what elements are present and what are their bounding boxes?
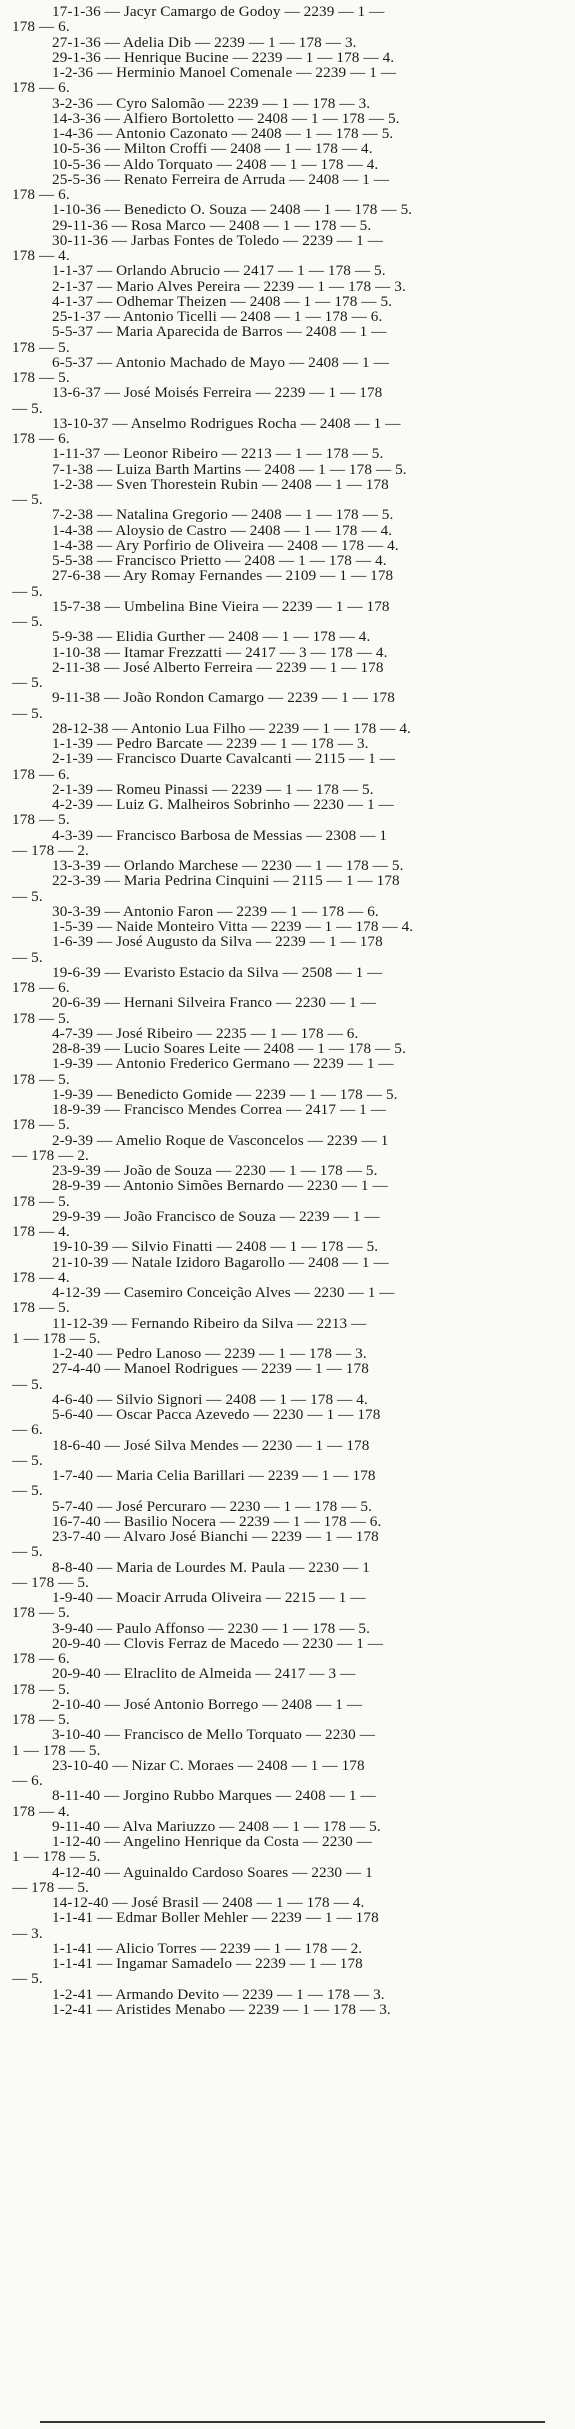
bottom-rule — [40, 2421, 545, 2423]
registry-entry-line: 8-8-40 — Maria de Lourdes M. Paula — 2230 — 1 — [52, 1559, 370, 1575]
registry-entry-line: 1-2-40 — Pedro Lanoso — 2239 — 1 — 178 — 3. — [52, 1346, 367, 1362]
registry-entry-continuation: 178 — 4. — [12, 248, 70, 264]
registry-entry-continuation: 178 — 4. — [12, 1224, 70, 1240]
registry-entry-line: 5-7-40 — José Percuraro — 2230 — 1 — 178 — 5. — [52, 1498, 373, 1514]
registry-entry-line: 18-6-40 — José Silva Mendes — 2230 — 1 — 178 — [52, 1437, 370, 1453]
registry-entry-line: 1-10-38 — Itamar Frezzatti — 2417 — 3 — 178 — 4. — [52, 644, 388, 660]
registry-entry-continuation: — 5. — [12, 1544, 43, 1560]
registry-entry-continuation: — 178 — 2. — [12, 842, 89, 858]
registry-entry-continuation: 178 — 5. — [12, 1010, 70, 1026]
registry-entry-line: 29-1-36 — Henrique Bucine — 2239 — 1 — 178 — 4. — [52, 49, 395, 65]
registry-entry-continuation: — 5. — [12, 614, 43, 630]
registry-entry-continuation: — 5. — [12, 1452, 43, 1468]
registry-entry-line: 1-6-39 — José Augusto da Silva — 2239 — 1 — 178 — [52, 934, 383, 950]
registry-entry-continuation: 178 — 5. — [12, 1193, 70, 1209]
registry-entry-continuation: — 6. — [12, 1422, 43, 1438]
registry-entry-line: 5-5-37 — Maria Aparecida de Barros — 2408 — 1 — — [52, 324, 387, 340]
registry-entry-line: 2-11-38 — José Alberto Ferreira — 2239 — 1 — 178 — [52, 659, 384, 675]
registry-entry-continuation: 178 — 5. — [12, 1681, 70, 1697]
registry-entry-line: 1-9-40 — Moacir Arruda Oliveira — 2215 — 1 — — [52, 1590, 366, 1606]
registry-entry-line: 14-3-36 — Alfiero Bortoletto — 2408 — 1 — 178 — 5. — [52, 110, 400, 126]
registry-entry-line: 20-9-40 — Clovis Ferraz de Macedo — 2230 — 1 — — [52, 1635, 384, 1651]
registry-entry-continuation: 178 — 5. — [12, 370, 70, 386]
registry-entry-line: 17-1-36 — Jacyr Camargo de Godoy — 2239 — 1 — — [52, 4, 385, 20]
registry-entry-line: 5-9-38 — Elidia Gurther — 2408 — 1 — 178 — 4. — [52, 629, 371, 645]
registry-entry-continuation: 178 — 4. — [12, 1803, 70, 1819]
registry-entry-line: 13-6-37 — José Moisés Ferreira — 2239 — 1 — 178 — [52, 385, 383, 401]
registry-entry-continuation: — 5. — [12, 1483, 43, 1499]
registry-entry-line: 9-11-40 — Alva Mariuzzo — 2408 — 1 — 178 — 5. — [52, 1818, 381, 1834]
registry-entry-line: 20-9-40 — Elraclito de Almeida — 2417 — 3 — — [52, 1666, 356, 1682]
registry-entry-continuation: 178 — 6. — [12, 19, 70, 35]
registry-entry-line: 20-6-39 — Hernani Silveira Franco — 2230 — 1 — — [52, 995, 376, 1011]
registry-entry-line: 29-9-39 — João Francisco de Souza — 2239 — 1 — — [52, 1208, 380, 1224]
registry-entry-line: 4-1-37 — Odhemar Theizen — 2408 — 1 — 178 — 5. — [52, 293, 393, 309]
registry-entry-line: 3-10-40 — Francisco de Mello Torquato — 2230 — — [52, 1727, 375, 1743]
registry-entry-line: 27-4-40 — Manoel Rodrigues — 2239 — 1 — 178 — [52, 1361, 369, 1377]
registry-entry-line: 23-9-39 — João de Souza — 2230 — 1 — 178 — 5. — [52, 1163, 378, 1179]
registry-entry-continuation: 178 — 6. — [12, 980, 70, 996]
registry-entry-line: 9-11-38 — João Rondon Camargo — 2239 — 1 — 178 — [52, 690, 395, 706]
registry-entry-line: 13-3-39 — Orlando Marchese — 2230 — 1 — 178 — 5. — [52, 858, 404, 874]
registry-entry-line: 1-2-36 — Herminio Manoel Comenale — 2239 — 1 — — [52, 65, 397, 81]
registry-entry-line: 30-3-39 — Antonio Faron — 2239 — 1 — 178 — 6. — [52, 903, 379, 919]
registry-entry-line: 15-7-38 — Umbelina Bine Vieira — 2239 — 1 — 178 — [52, 598, 390, 614]
registry-entry-line: 1-1-37 — Orlando Abrucio — 2417 — 1 — 178 — 5. — [52, 263, 386, 279]
registry-entry-line: 4-12-40 — Aguinaldo Cardoso Soares — 2230 — 1 — [52, 1864, 373, 1880]
registry-entry-line: 10-5-36 — Aldo Torquato — 2408 — 1 — 178 — 4. — [52, 156, 379, 172]
registry-entry-line: 22-3-39 — Maria Pedrina Cinquini — 2115 — 1 — 178 — [52, 873, 400, 889]
registry-entry-line: 7-1-38 — Luiza Barth Martins — 2408 — 1 — 178 — 5. — [52, 461, 407, 477]
registry-entry-line: 1-4-38 — Aloysio de Castro — 2408 — 1 — 178 — 4. — [52, 522, 393, 538]
registry-entry-line: 1-10-36 — Benedicto O. Souza — 2408 — 1 — 178 — 5. — [52, 202, 413, 218]
registry-entry-line: 1-2-38 — Sven Thorestein Rubin — 2408 — 1 — 178 — [52, 476, 389, 492]
registry-entry-line: 1-9-39 — Antonio Frederico Germano — 2239 — 1 — — [52, 1056, 394, 1072]
registry-entry-line: 3-9-40 — Paulo Affonso — 2230 — 1 — 178 — 5. — [52, 1620, 370, 1636]
registry-entry-continuation: — 5. — [12, 583, 43, 599]
registry-entry-line: 23-7-40 — Alvaro José Bianchi — 2239 — 1 — 178 — [52, 1529, 379, 1545]
registry-entry-line: 28-9-39 — Antonio Simões Bernardo — 2230 — 1 — — [52, 1178, 388, 1194]
registry-entry-line: 1-5-39 — Naide Monteiro Vitta — 2239 — 1 — 178 — 4. — [52, 919, 414, 935]
registry-entry-line: 23-10-40 — Nizar C. Moraes — 2408 — 1 — 178 — [52, 1757, 365, 1773]
registry-entry-line: 19-10-39 — Silvio Finatti — 2408 — 1 — 178 — 5. — [52, 1239, 379, 1255]
registry-entry-continuation: 178 — 5. — [12, 1300, 70, 1316]
registry-entry-line: 18-9-39 — Francisco Mendes Correa — 2417 — 1 — — [52, 1102, 387, 1118]
registry-entry-line: 30-11-36 — Jarbas Fontes de Toledo — 2239 — 1 — — [52, 232, 383, 248]
registry-entry-continuation: 178 — 6. — [12, 187, 70, 203]
registry-entry-line: 4-12-39 — Casemiro Conceição Alves — 2230 — 1 — — [52, 1285, 395, 1301]
registry-entry-line: 4-7-39 — José Ribeiro — 2235 — 1 — 178 — 6. — [52, 1025, 359, 1041]
registry-entry-continuation: 1 — 178 — 5. — [12, 1330, 101, 1346]
registry-entry-line: 1-1-41 — Edmar Boller Mehler — 2239 — 1 — 178 — [52, 1910, 379, 1926]
registry-entry-line: 2-1-39 — Francisco Duarte Cavalcanti — 2115 — 1 — — [52, 751, 396, 767]
registry-entry-line: 13-10-37 — Anselmo Rodrigues Rocha — 2408 — 1 — — [52, 415, 401, 431]
registry-entry-line: 4-6-40 — Silvio Signori — 2408 — 1 — 178 — 4. — [52, 1391, 368, 1407]
registry-entry-line: 1-1-41 — Alicio Torres — 2239 — 1 — 178 — 2. — [52, 1940, 363, 1956]
registry-entry-line: 1-2-41 — Armando Devito — 2239 — 1 — 178 — 3. — [52, 1986, 385, 2002]
registry-entry-line: 2-1-37 — Mario Alves Pereira — 2239 — 1 — 178 — 3. — [52, 278, 406, 294]
registry-entry-continuation: 178 — 6. — [12, 431, 70, 447]
registry-entry-line: 28-8-39 — Lucio Soares Leite — 2408 — 1 — 178 — 5. — [52, 1041, 406, 1057]
registry-entry-line: 25-5-36 — Renato Ferreira de Arruda — 2408 — 1 — — [52, 171, 390, 187]
registry-entry-line: 25-1-37 — Antonio Ticelli — 2408 — 1 — 178 — 6. — [52, 309, 383, 325]
registry-entry-continuation: 1 — 178 — 5. — [12, 1849, 101, 1865]
registry-entry-line: 1-7-40 — Maria Celia Barillari — 2239 — 1 — 178 — [52, 1468, 376, 1484]
registry-entry-line: 3-2-36 — Cyro Salomão — 2239 — 1 — 178 — 3. — [52, 95, 371, 111]
registry-entry-line: 4-3-39 — Francisco Barbosa de Messias — 2308 — 1 — [52, 827, 388, 843]
registry-entry-line: 1-4-36 — Antonio Cazonato — 2408 — 1 — 178 — 5. — [52, 126, 394, 142]
registry-entry-line: 7-2-38 — Natalina Gregorio — 2408 — 1 — 178 — 5. — [52, 507, 394, 523]
registry-entry-line: 2-10-40 — José Antonio Borrego — 2408 — 1 — — [52, 1696, 363, 1712]
registry-entry-continuation: 178 — 6. — [12, 766, 70, 782]
registry-entry-continuation: — 178 — 5. — [12, 1879, 89, 1895]
registry-entry-line: 19-6-39 — Evaristo Estacio da Silva — 2508 — 1 — — [52, 964, 383, 980]
registry-entry-continuation: 178 — 4. — [12, 1269, 70, 1285]
registry-entry-continuation: 178 — 5. — [12, 1071, 70, 1087]
registry-entry-line: 8-11-40 — Jorgino Rubbo Marques — 2408 — 1 — — [52, 1788, 376, 1804]
registry-entry-line: 14-12-40 — José Brasil — 2408 — 1 — 178 — 4. — [52, 1895, 365, 1911]
registry-entry-continuation: — 5. — [12, 1376, 43, 1392]
registry-entry-continuation: — 5. — [12, 949, 43, 965]
registry-entry-line: 28-12-38 — Antonio Lua Filho — 2239 — 1 — 178 — 4. — [52, 720, 411, 736]
registry-entry-line: 1-1-41 — Ingamar Samadelo — 2239 — 1 — 178 — [52, 1956, 363, 1972]
registry-entry-continuation: — 3. — [12, 1925, 43, 1941]
registry-entry-continuation: 178 — 5. — [12, 1605, 70, 1621]
registry-entry-line: 27-6-38 — Ary Romay Fernandes — 2109 — 1 — 178 — [52, 568, 394, 584]
registry-entry-continuation: 178 — 5. — [12, 1712, 70, 1728]
registry-entry-line: 1-9-39 — Benedicto Gomide — 2239 — 1 — 178 — 5. — [52, 1086, 398, 1102]
registry-entries — [12, 4, 563, 2017]
registry-entry-continuation: 178 — 5. — [12, 339, 70, 355]
registry-entry-line: 4-2-39 — Luiz G. Malheiros Sobrinho — 2230 — 1 — — [52, 797, 394, 813]
registry-entry-continuation: — 5. — [12, 400, 43, 416]
registry-entry-line: 5-5-38 — Francisco Prietto — 2408 — 1 — 178 — 4. — [52, 553, 387, 569]
registry-entry-line: 6-5-37 — Antonio Machado de Mayo — 2408 — 1 — — [52, 354, 389, 370]
registry-entry-line: 16-7-40 — Basilio Nocera — 2239 — 1 — 178 — 6. — [52, 1513, 382, 1529]
registry-entry-continuation: 1 — 178 — 5. — [12, 1742, 101, 1758]
registry-entry-continuation: — 5. — [12, 705, 43, 721]
registry-entry-continuation: 178 — 5. — [12, 1117, 70, 1133]
registry-entry-line: 1-4-38 — Ary Porfirio de Oliveira — 2408 — 178 — 4. — [52, 537, 399, 553]
registry-entry-continuation: 178 — 6. — [12, 80, 70, 96]
registry-entry-continuation: — 178 — 2. — [12, 1147, 89, 1163]
registry-entry-continuation: — 5. — [12, 675, 43, 691]
registry-entry-line: 21-10-39 — Natale Izidoro Bagarollo — 2408 — 1 — — [52, 1254, 389, 1270]
registry-entry-line: 1-2-41 — Aristides Menabo — 2239 — 1 — 178 — 3. — [52, 2001, 391, 2017]
registry-entry-continuation: — 178 — 5. — [12, 1574, 89, 1590]
registry-entry-line: 5-6-40 — Oscar Pacca Azevedo — 2230 — 1 — 178 — [52, 1407, 381, 1423]
registry-entry-line: 27-1-36 — Adelia Dib — 2239 — 1 — 178 — 3. — [52, 34, 357, 50]
registry-entry-continuation: — 6. — [12, 1773, 43, 1789]
registry-entry-continuation: — 5. — [12, 1971, 43, 1987]
registry-entry-line: 1-12-40 — Angelino Henrique da Costa — 2230 — — [52, 1834, 373, 1850]
registry-entry-line: 2-1-39 — Romeu Pinassi — 2239 — 1 — 178 — 5. — [52, 781, 374, 797]
registry-entry-line: 29-11-36 — Rosa Marco — 2408 — 1 — 178 — 5. — [52, 217, 372, 233]
registry-entry-continuation: 178 — 5. — [12, 812, 70, 828]
registry-entry-line: 1-11-37 — Leonor Ribeiro — 2213 — 1 — 178 — 5. — [52, 446, 384, 462]
registry-entry-line: 1-1-39 — Pedro Barcate — 2239 — 1 — 178 — 3. — [52, 736, 369, 752]
registry-entry-continuation: 178 — 6. — [12, 1651, 70, 1667]
registry-entry-line: 2-9-39 — Amelio Roque de Vasconcelos — 2239 — 1 — [52, 1132, 389, 1148]
registry-entry-line: 11-12-39 — Fernando Ribeiro da Silva — 2213 — — [52, 1315, 367, 1331]
registry-entry-line: 10-5-36 — Milton Croffi — 2408 — 1 — 178 — 4. — [52, 141, 373, 157]
registry-entry-continuation: — 5. — [12, 888, 43, 904]
registry-entry-continuation: — 5. — [12, 492, 43, 508]
